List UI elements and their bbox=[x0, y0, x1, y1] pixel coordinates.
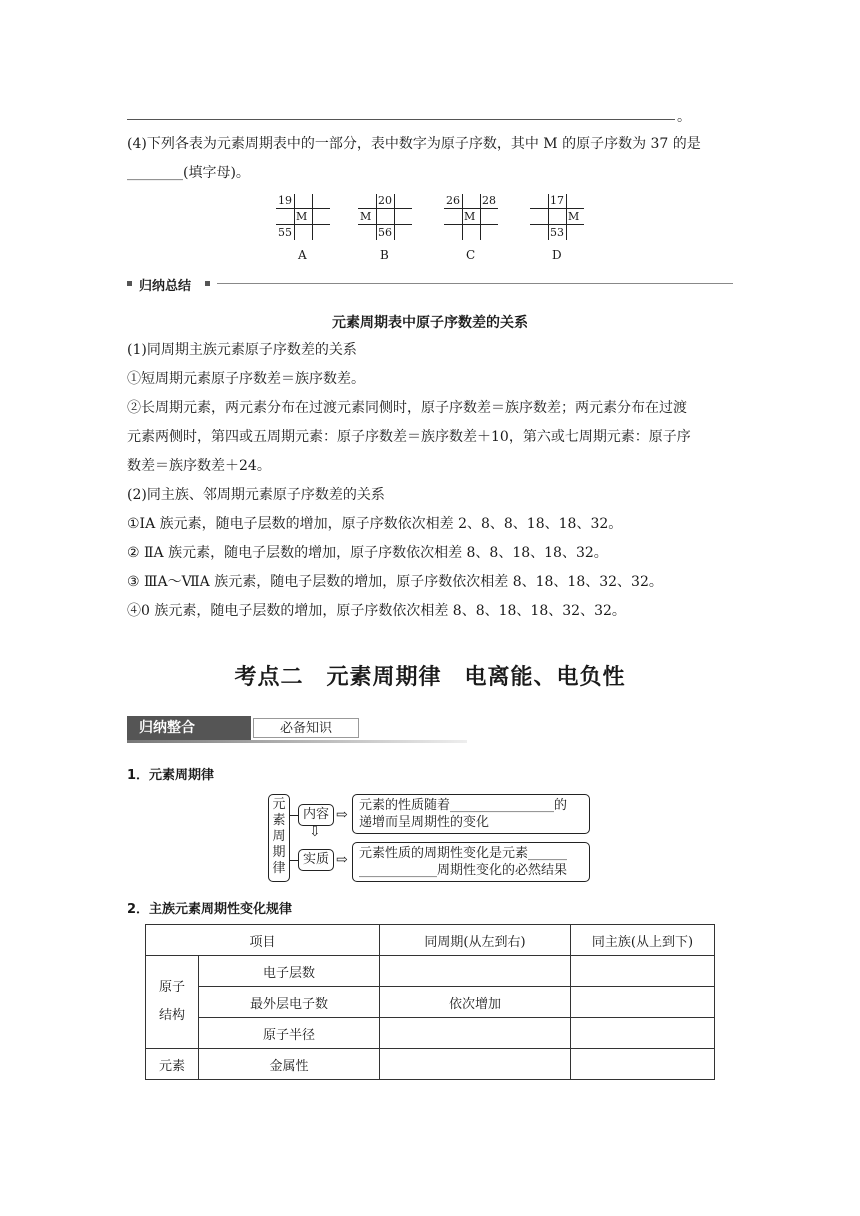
table-cell: 原子半径 bbox=[199, 1018, 380, 1049]
summary-line: ②长周期元素，两元素分布在过渡元素同侧时，原子序数差＝族序数差；两元素分布在过渡 bbox=[127, 400, 687, 416]
period-mark: 。 bbox=[677, 109, 691, 125]
right-arrow-icon: ⇨ bbox=[336, 852, 348, 868]
grid-c: 26 28 M bbox=[444, 194, 504, 244]
table-cell: 电子层数 bbox=[199, 956, 380, 987]
grid-d: 17 M 53 bbox=[530, 194, 590, 244]
right-arrow-icon: ⇨ bbox=[336, 807, 348, 823]
banner-stripe bbox=[127, 740, 467, 743]
bullet-square-icon bbox=[127, 281, 132, 286]
summary-line: (2)同主族、邻周期元素原子序数差的关系 bbox=[127, 487, 385, 503]
divider bbox=[217, 283, 733, 284]
vertical-label-box: 元 素 周 期 律 bbox=[268, 794, 290, 882]
table-header: 同周期(从左到右) bbox=[380, 925, 571, 956]
summary-title: 元素周期表中原子序数差的关系 bbox=[332, 315, 528, 331]
table-header: 项目 bbox=[146, 925, 380, 956]
summary-line: ④0 族元素，随电子层数的增加，原子序数依次相差 8、8、18、18、32、32。 bbox=[127, 603, 626, 619]
essence-label-box: 实质 bbox=[298, 849, 334, 871]
item-2-heading: 2．主族元素周期性变化规律 bbox=[127, 902, 293, 917]
summary-line: 元素两侧时，第四或五周期元素：原子序数差＝族序数差＋10，第六或七周期元素：原子序 bbox=[127, 429, 691, 445]
section-title: 考点二 元素周期律 电离能、电负性 bbox=[234, 665, 626, 690]
table-cell bbox=[571, 1049, 715, 1080]
summary-header: 归纳总结 bbox=[127, 277, 733, 291]
table-group-cell: 原子 结构 bbox=[146, 956, 199, 1049]
table-cell: 最外层电子数 bbox=[199, 987, 380, 1018]
table-group-cell: 元素 bbox=[146, 1049, 199, 1080]
summary-line: ①短周期元素原子序数差＝族序数差。 bbox=[127, 371, 365, 387]
answer-blank-line bbox=[127, 119, 675, 120]
down-arrow-icon: ⇩ bbox=[309, 824, 321, 840]
summary-line: ③ ⅢA～ⅦA 族元素，随电子层数的增加，原子序数依次相差 8、18、18、32、32。 bbox=[127, 574, 663, 590]
table-cell: 金属性 bbox=[199, 1049, 380, 1080]
banner-light-label: 必备知识 bbox=[253, 718, 359, 738]
summary-line: ② ⅡA 族元素，随电子层数的增加，原子序数依次相差 8、8、18、18、32。 bbox=[127, 545, 608, 561]
grid-a-letter: A bbox=[298, 248, 307, 262]
grid-c-letter: C bbox=[466, 248, 476, 262]
content-text-box: 元素的性质随着________________的 递增而呈周期性的变化 bbox=[352, 794, 590, 834]
item-1-heading: 1．元素周期律 bbox=[127, 768, 215, 783]
table-cell bbox=[571, 1018, 715, 1049]
table-cell bbox=[380, 1018, 571, 1049]
question-4-text: (4)下列各表为元素周期表中的一部分，表中数字为原子序数，其中 M 的原子序数为 37 的是 bbox=[127, 136, 701, 152]
grid-d-letter: D bbox=[552, 248, 562, 262]
essence-text-box: 元素性质的周期性变化是元素______ ____________周期性变化的必然结果 bbox=[352, 842, 590, 882]
table-cell: 依次增加 bbox=[380, 987, 571, 1018]
summary-line: ①ⅠA 族元素，随电子层数的增加，原子序数依次相差 2、8、8、18、18、32。 bbox=[127, 516, 623, 532]
table-cell bbox=[571, 956, 715, 987]
content-label-box: 内容 bbox=[298, 804, 334, 826]
bullet-square-icon bbox=[205, 281, 210, 286]
table-header: 同主族(从上到下) bbox=[571, 925, 715, 956]
table-cell bbox=[380, 1049, 571, 1080]
table-cell bbox=[571, 987, 715, 1018]
banner-dark-label: 归纳整合 bbox=[127, 716, 251, 740]
section-banner bbox=[127, 716, 467, 742]
question-4-fill: ________(填字母)。 bbox=[127, 165, 250, 181]
periodic-trend-table bbox=[145, 924, 715, 1080]
connector-line bbox=[290, 860, 298, 861]
summary-line: 数差＝族序数差＋24。 bbox=[127, 458, 271, 474]
grid-b-letter: B bbox=[380, 248, 389, 262]
grid-a: 19 M 55 bbox=[276, 194, 336, 244]
table-cell bbox=[380, 956, 571, 987]
summary-line: (1)同周期主族元素原子序数差的关系 bbox=[127, 342, 357, 358]
connector-line bbox=[290, 815, 298, 816]
grid-b: 20 M 56 bbox=[358, 194, 418, 244]
